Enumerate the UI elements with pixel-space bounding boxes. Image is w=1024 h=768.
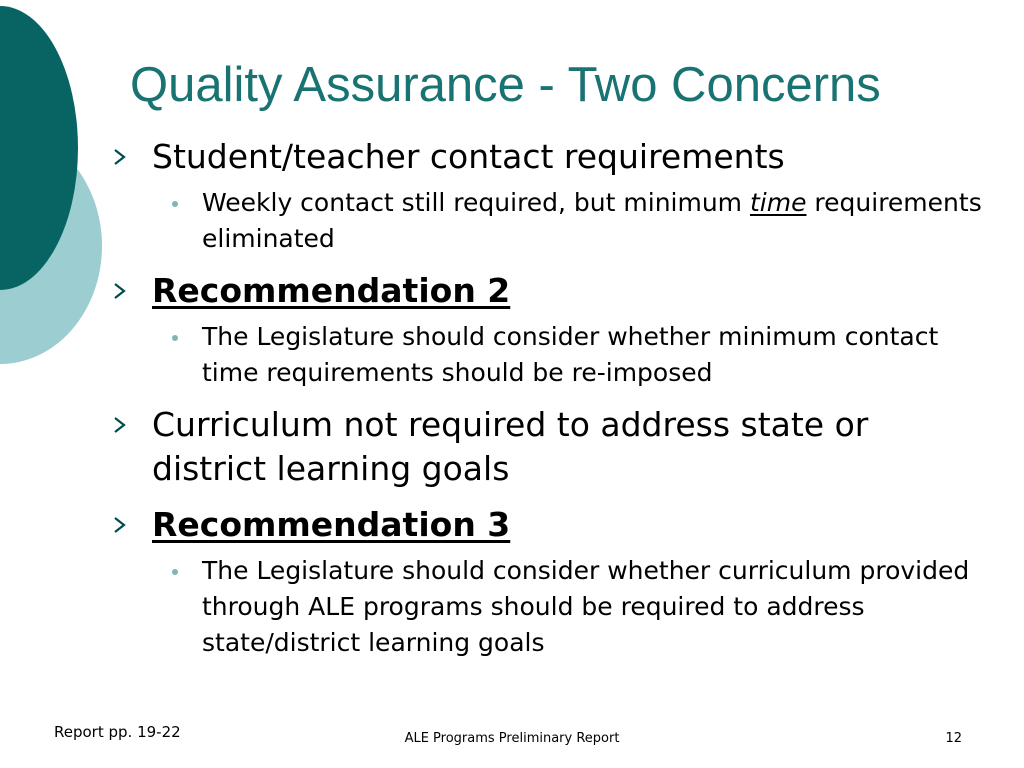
arrow-bullet-icon [112, 148, 128, 166]
bullet-item [112, 403, 992, 491]
sub-bullet-text: The Legislature should consider whether curriculum provided through ALE programs should be required to address state/district learning goals [202, 556, 970, 657]
decorative-circles [0, 0, 110, 380]
recommendation-label: Recommendation 3 [152, 505, 511, 544]
recommendation-heading [112, 269, 992, 313]
footer-report-title: ALE Programs Preliminary Report [404, 731, 620, 746]
bullet-text: Curriculum not required to address state or district learning goals [152, 405, 869, 488]
sub-bullet-text: The Legislature should consider whether minimum contact time requirements should be re-imposed [202, 322, 939, 387]
sub-bullet-item [112, 319, 992, 391]
slide-title: Quality Assurance - Two Concerns [130, 58, 881, 112]
dot-bullet-icon [172, 569, 178, 575]
bullet-item [112, 135, 992, 179]
footer-report-pages: Report pp. 19-22 [54, 723, 181, 741]
dot-bullet-icon [172, 335, 178, 341]
recommendation-heading [112, 503, 992, 547]
bullet-list [112, 135, 992, 661]
arrow-bullet-icon [112, 282, 128, 300]
sub-bullet-text: Weekly contact still required, but minimum [202, 188, 750, 217]
sub-bullet-item [112, 553, 992, 661]
arrow-bullet-icon [112, 416, 128, 434]
sub-bullet-item [112, 185, 992, 257]
recommendation-label: Recommendation 2 [152, 271, 511, 310]
dot-bullet-icon [172, 201, 178, 207]
bullet-text: Student/teacher contact requirements [152, 137, 785, 176]
emphasized-word: time [750, 188, 807, 217]
footer-page-number: 12 [945, 731, 962, 746]
sub-bullet-text-end: requirements eliminated [202, 188, 982, 253]
arrow-bullet-icon [112, 516, 128, 534]
